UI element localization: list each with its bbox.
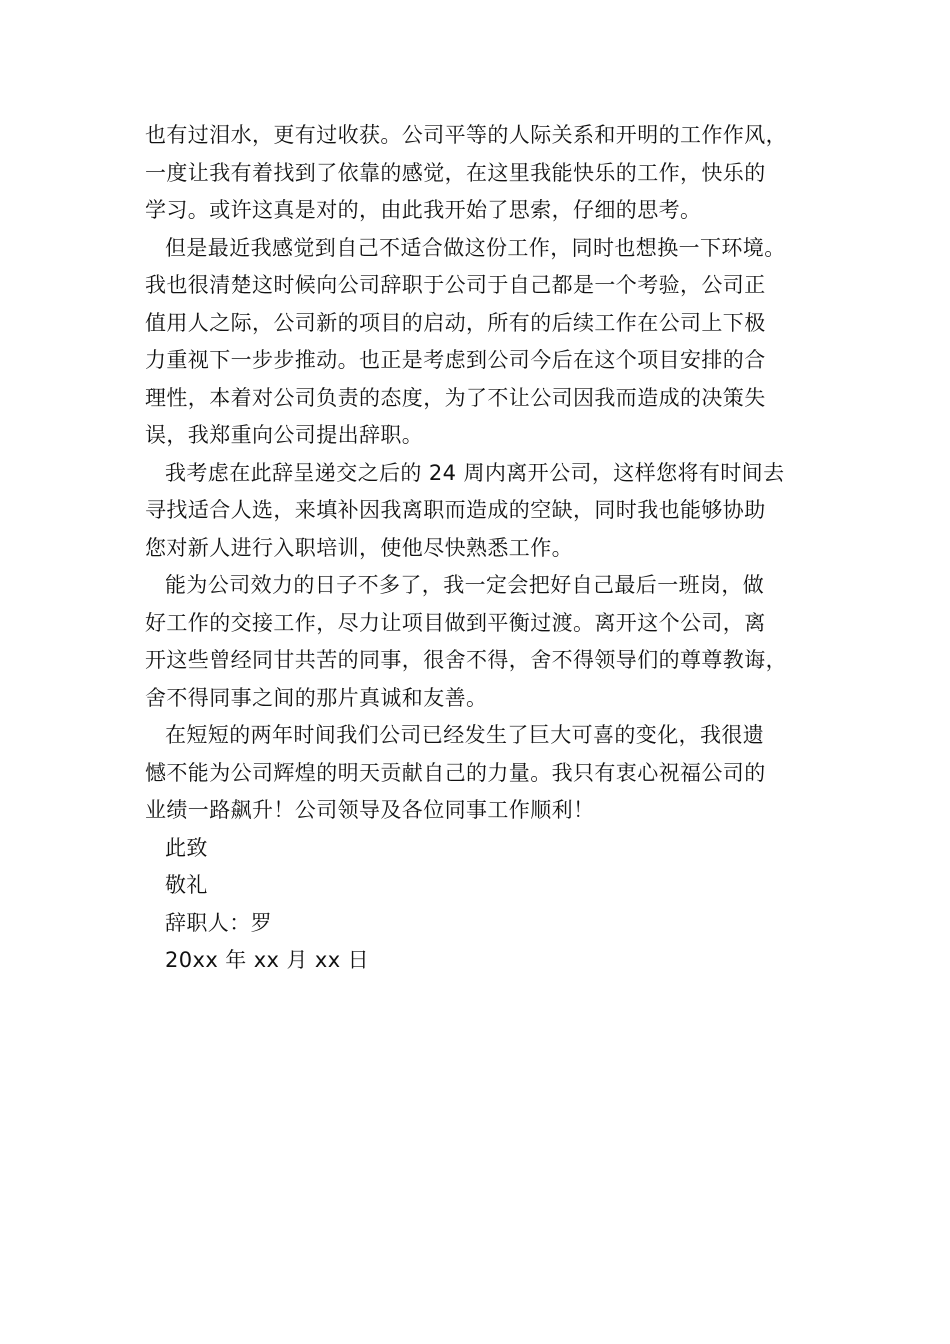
text-line: 值用人之际，公司新的项目的启动，所有的后续工作在公司上下极 bbox=[145, 310, 766, 335]
text-line: 也有过泪水，更有过收获。公司平等的人际关系和开明的工作作风， bbox=[145, 123, 787, 147]
closing-respect: 敬礼 bbox=[165, 873, 208, 897]
text-line: 好工作的交接工作，尽力让项目做到平衡过渡。离开这个公司，离 bbox=[145, 610, 766, 635]
closing-salutation: 此致 bbox=[165, 835, 208, 860]
letter-body bbox=[145, 117, 810, 980]
text-line: 误，我郑重向公司提出辞职。 bbox=[145, 423, 424, 447]
text-line: 理性，本着对公司负责的态度，为了不让公司因我而造成的决策失 bbox=[145, 385, 766, 410]
paragraph-start-line: 但是最近我感觉到自己不适合做这份工作，同时也想换一下环境。 bbox=[165, 235, 786, 260]
text-line: 您对新人进行入职培训，使他尽快熟悉工作。 bbox=[145, 535, 573, 560]
paragraph-start-line: 能为公司效力的日子不多了，我一定会把好自己最后一班岗，做 bbox=[165, 573, 765, 597]
text-line: 力重视下一步步推动。也正是考虑到公司今后在这个项目安排的合 bbox=[145, 348, 766, 372]
text-line: 学习。或许这真是对的，由此我开始了思索，仔细的思考。 bbox=[145, 198, 702, 222]
text-line: 憾不能为公司辉煌的明天贡献自己的力量。我只有衷心祝福公司的 bbox=[145, 760, 766, 785]
letter-date: 20xx 年 xx 月 xx 日 bbox=[165, 948, 370, 972]
text-line: 开这些曾经同甘共苦的同事，很舍不得，舍不得领导们的尊尊教诲， bbox=[145, 648, 787, 672]
text-line: 寻找适合人选，来填补因我离职而造成的空缺，同时我也能够协助 bbox=[145, 498, 766, 522]
text-line: 舍不得同事之间的那片真诚和友善。 bbox=[145, 685, 488, 710]
resignee-name: 辞职人：罗 bbox=[165, 910, 272, 935]
text-line: 我也很清楚这时候向公司辞职于公司于自己都是一个考验，公司正 bbox=[145, 273, 766, 297]
text-line: 业绩一路飙升！公司领导及各位同事工作顺利！ bbox=[145, 798, 595, 822]
paragraph-start-line: 我考虑在此辞呈递交之后的 24 周内离开公司，这样您将有时间去 bbox=[165, 460, 785, 485]
text-line: 一度让我有着找到了依靠的感觉，在这里我能快乐的工作，快乐的 bbox=[145, 160, 766, 185]
paragraph-start-line: 在短短的两年时间我们公司已经发生了巨大可喜的变化，我很遗 bbox=[165, 723, 765, 747]
